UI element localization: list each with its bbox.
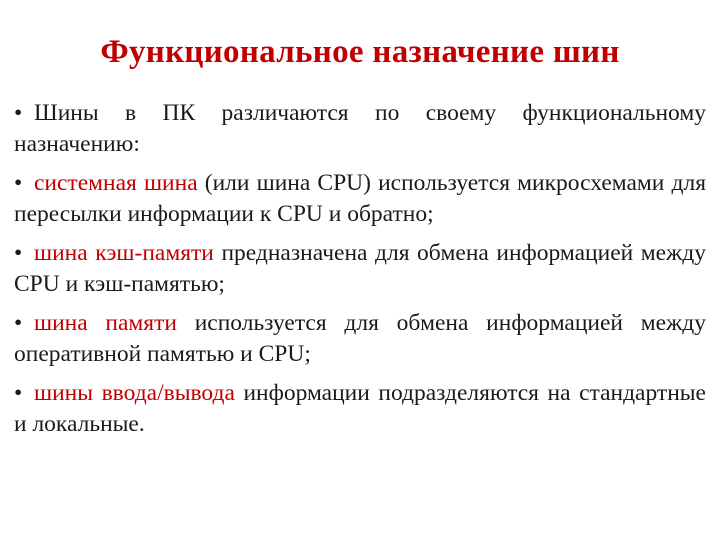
- list-item: [14, 238, 706, 300]
- list-item-text: Шины в ПК различаются по своему функциональному назначению:: [14, 100, 706, 157]
- list-item: [14, 308, 706, 370]
- slide-title: Функциональное назначение шин: [100, 34, 620, 70]
- bullet-icon: •: [14, 380, 23, 406]
- bullet-icon: •: [14, 170, 23, 196]
- bullet-icon: •: [14, 310, 23, 336]
- bullet-list: [14, 98, 706, 448]
- list-item: [14, 168, 706, 230]
- list-item-term: шина кэш-памяти: [34, 240, 214, 266]
- list-item-term: шины ввода/вывода: [34, 380, 235, 406]
- list-item: [14, 98, 706, 160]
- list-item-term: шина памяти: [34, 310, 177, 336]
- list-item-term: системная шина: [34, 170, 198, 196]
- list-item: [14, 378, 706, 440]
- bullet-icon: •: [14, 100, 23, 126]
- list-item-text: (или шина CPU) используется микросхемами для пересылки информации к CPU и обратно;: [14, 170, 706, 227]
- list-item-text: используется для обмена информацией между оперативной памятью и CPU;: [14, 310, 706, 367]
- list-item-text: предназначена для обмена информацией между CPU и кэш-памятью;: [14, 240, 706, 297]
- list-item-text: информации подразделяются на стандартные и локальные.: [14, 380, 706, 437]
- bullet-icon: •: [14, 240, 23, 266]
